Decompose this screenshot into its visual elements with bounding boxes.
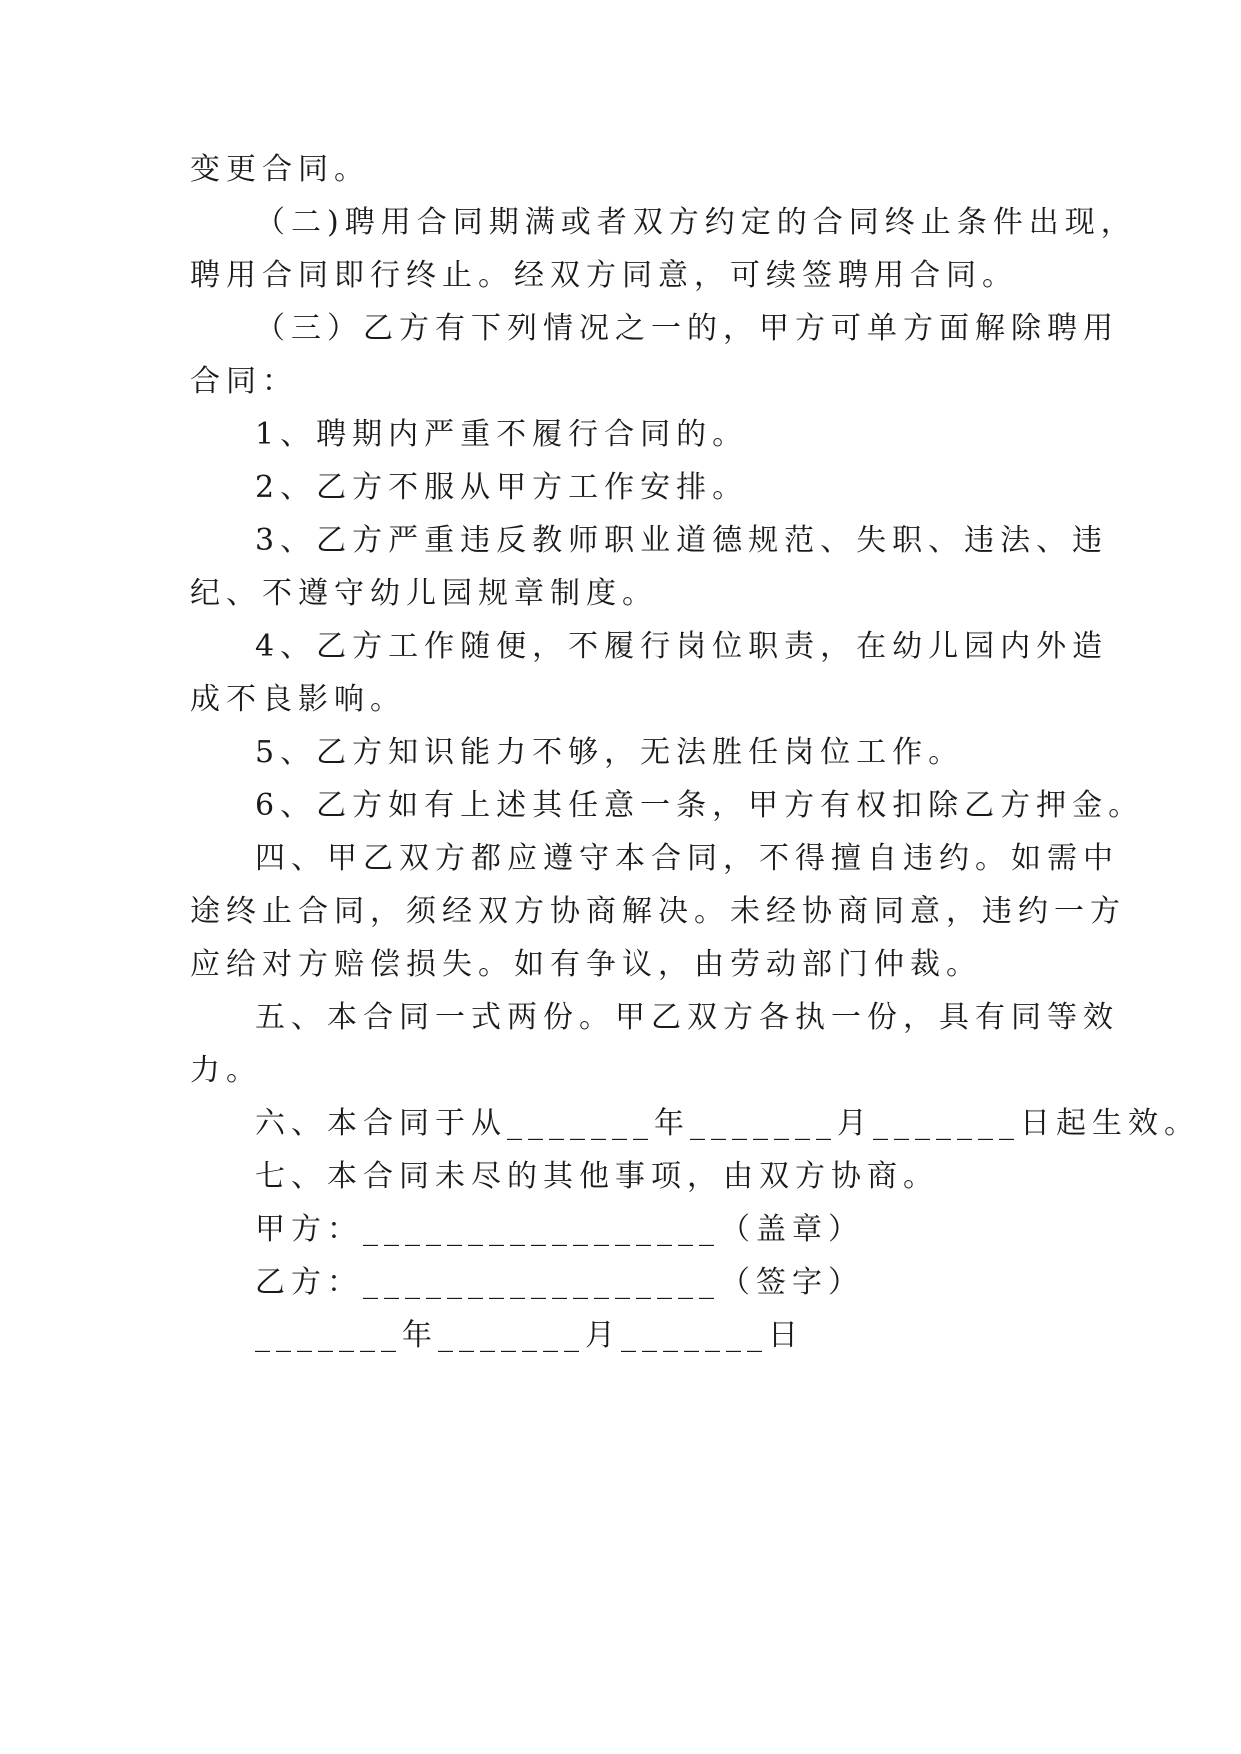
text-line: （三）乙方有下列情况之一的，甲方可单方面解除聘用	[255, 311, 1119, 346]
text-line: 途终止合同，须经双方协商解决。未经协商同意，违约一方	[190, 894, 1126, 929]
text-line: 四、甲乙双方都应遵守本合同，不得擅自违约。如需中	[255, 841, 1119, 876]
text-line: 变更合同。	[190, 152, 370, 187]
text-line: 力。	[190, 1053, 262, 1088]
effective-date-line: 六、本合同于从_______年_______月_______日起生效。	[255, 1106, 1200, 1141]
text-line: 纪、不遵守幼儿园规章制度。	[190, 576, 658, 611]
text-line: （二)聘用合同期满或者双方约定的合同终止条件出现，	[255, 205, 1137, 240]
text-line: 合同：	[190, 364, 298, 399]
text-line: 4、乙方工作随便，不履行岗位职责，在幼儿园内外造	[255, 629, 1109, 664]
text-line: 6、乙方如有上述其任意一条，甲方有权扣除乙方押金。	[255, 788, 1145, 823]
text-line: 1、聘期内严重不履行合同的。	[255, 417, 749, 452]
text-line: 2、乙方不服从甲方工作安排。	[255, 470, 749, 505]
text-line: 应给对方赔偿损失。如有争议，由劳动部门仲裁。	[190, 947, 982, 982]
party-a-signature-line: 甲方：_________________（盖章）	[255, 1212, 864, 1247]
signature-date-line: _______年_______月_______日	[255, 1318, 804, 1353]
text-line: 3、乙方严重违反教师职业道德规范、失职、违法、违	[255, 523, 1109, 558]
text-line: 5、乙方知识能力不够，无法胜任岗位工作。	[255, 735, 965, 770]
text-line: 五、本合同一式两份。甲乙双方各执一份，具有同等效	[255, 1000, 1119, 1035]
text-line: 成不良影响。	[190, 682, 406, 717]
text-line: 七、本合同未尽的其他事项，由双方协商。	[255, 1159, 939, 1194]
text-line: 聘用合同即行终止。经双方同意，可续签聘用合同。	[190, 258, 1018, 293]
party-b-signature-line: 乙方：_________________（签字）	[255, 1265, 864, 1300]
